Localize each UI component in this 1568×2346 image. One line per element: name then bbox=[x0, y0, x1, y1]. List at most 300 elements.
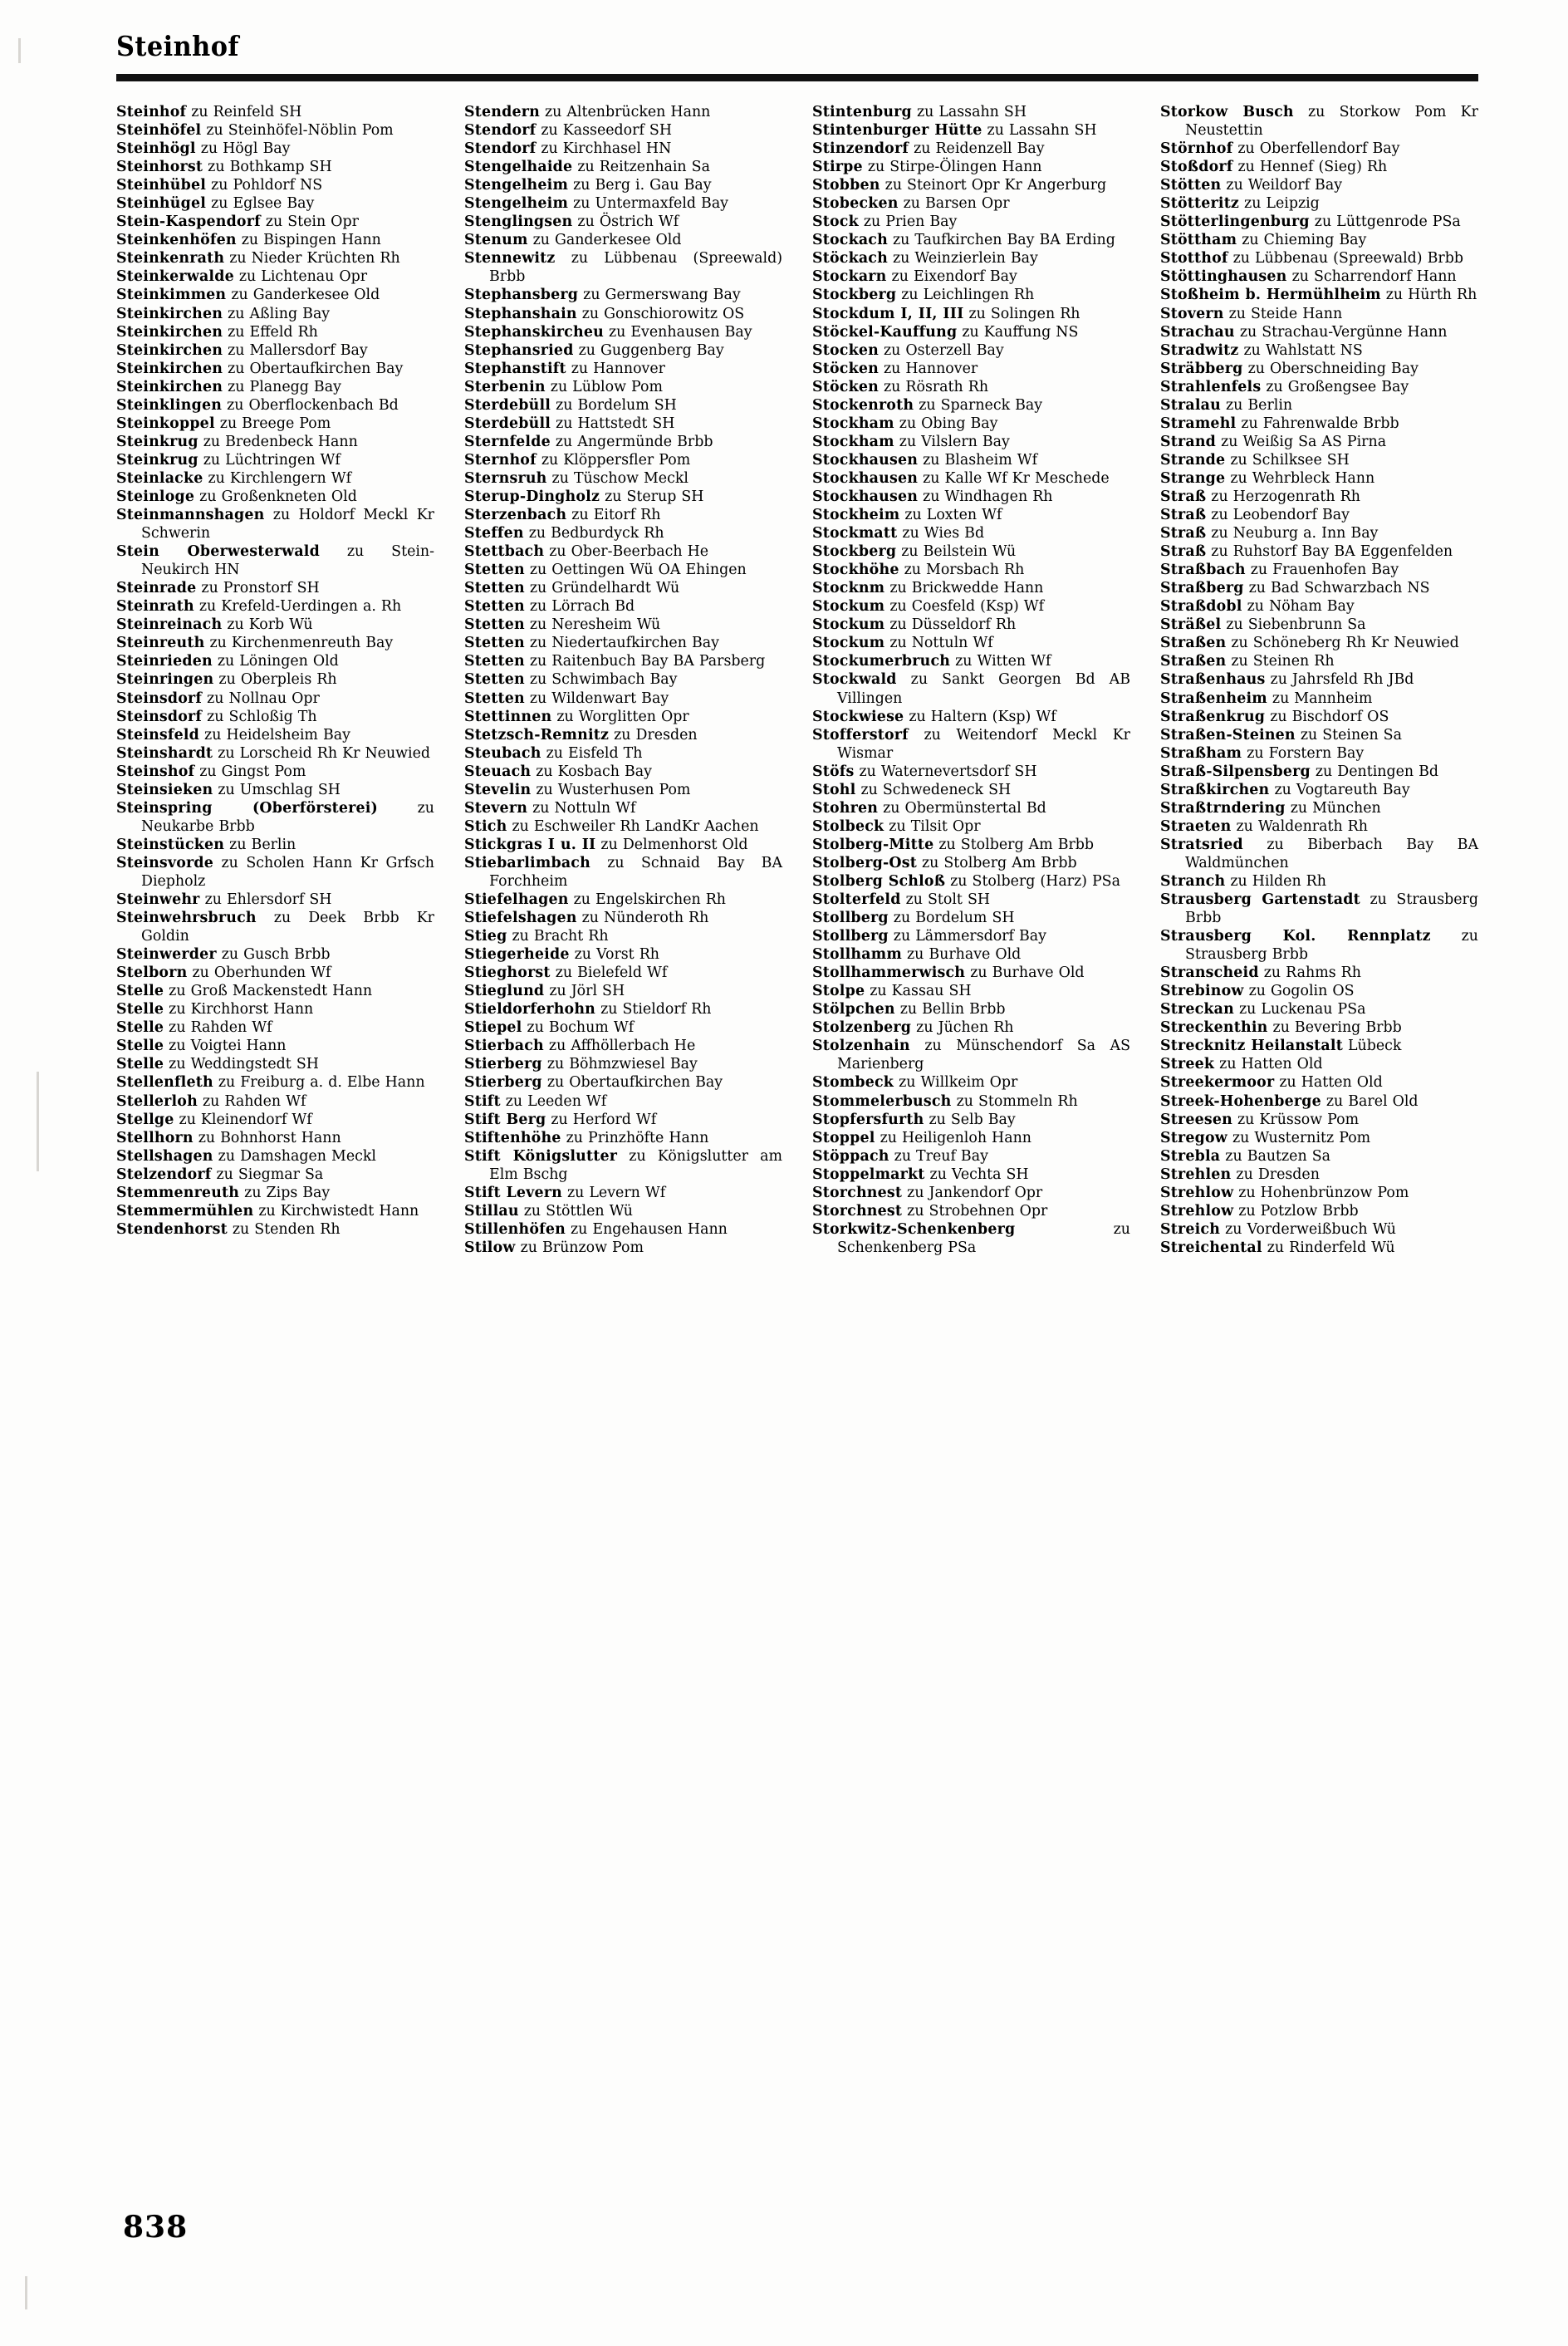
entry-headword: Steinkoppel bbox=[116, 415, 215, 432]
gazetteer-entry bbox=[464, 360, 782, 378]
entry-headword: Stelborn bbox=[116, 964, 188, 982]
gazetteer-entry bbox=[812, 945, 1130, 964]
entry-headword: Stemmermühlen bbox=[116, 1202, 254, 1220]
gazetteer-entry bbox=[116, 360, 434, 378]
gazetteer-entry bbox=[116, 763, 434, 781]
entry-reference: zu Nünderoth Rh bbox=[581, 910, 709, 927]
gazetteer-entry bbox=[1160, 616, 1478, 634]
entry-reference: zu Burhave Old bbox=[906, 946, 1022, 964]
entry-reference: zu Lüttgenrode PSa bbox=[1314, 213, 1461, 231]
entry-headword: Strachau bbox=[1160, 323, 1235, 341]
entry-reference: zu Stolberg Am Brbb bbox=[921, 854, 1077, 871]
entry-headword: Stendorf bbox=[464, 122, 537, 140]
entry-headword: Stockenroth bbox=[812, 396, 914, 414]
entry-headword: Stöcken bbox=[812, 378, 879, 395]
gazetteer-entry bbox=[116, 231, 434, 249]
entry-headword: Stengelheim bbox=[464, 195, 569, 213]
gazetteer-entry bbox=[812, 360, 1130, 378]
entry-headword: Stockham bbox=[812, 433, 894, 450]
entry-headword: Straßen bbox=[1160, 635, 1227, 652]
gazetteer-entry bbox=[116, 103, 434, 121]
entry-headword: Stierberg bbox=[464, 1074, 542, 1092]
entry-reference: zu Bellin Brbb bbox=[899, 1001, 1006, 1018]
entry-headword: Stommelerbusch bbox=[812, 1092, 952, 1110]
entry-headword: Streichental bbox=[1160, 1239, 1262, 1256]
gazetteer-entry bbox=[812, 1000, 1130, 1018]
gazetteer-entry bbox=[812, 121, 1130, 140]
gazetteer-entry bbox=[1160, 267, 1478, 286]
entry-reference: zu Bohnhorst Hann bbox=[198, 1129, 341, 1146]
entry-headword: Stöcken bbox=[812, 360, 879, 377]
entry-headword: Stieglund bbox=[464, 983, 545, 1000]
entry-reference: zu Weinzierlein Bay bbox=[892, 250, 1038, 267]
gazetteer-entry bbox=[464, 726, 782, 744]
entry-reference: zu Rahms Rh bbox=[1263, 964, 1361, 982]
entry-reference: zu Ehlersdorf SH bbox=[204, 891, 332, 909]
page-content bbox=[116, 30, 1478, 2306]
entry-headword: Straßen-Steinen bbox=[1160, 726, 1296, 744]
entry-reference: zu Königslutter am Elm Bschg bbox=[489, 1147, 783, 1183]
entry-reference: zu Germerswang Bay bbox=[583, 287, 741, 304]
entry-reference: zu Waldenrath Rh bbox=[1236, 817, 1368, 835]
entry-headword: Stendern bbox=[464, 104, 540, 120]
entry-headword: Stiebarlimbach bbox=[464, 854, 590, 871]
entry-reference: zu Gogolin OS bbox=[1248, 983, 1355, 1000]
entry-reference: zu Holdorf Meckl Kr Schwerin bbox=[141, 507, 434, 542]
entry-headword: Steinsdorf bbox=[116, 708, 203, 725]
entry-reference: zu Engehausen Hann bbox=[570, 1220, 728, 1238]
entry-reference: zu Sankt Georgen Bd AB Villingen bbox=[837, 671, 1130, 707]
entry-reference: zu Affhöllerbach He bbox=[548, 1038, 696, 1055]
entry-reference: zu Sterup SH bbox=[605, 488, 704, 505]
gazetteer-entry bbox=[464, 927, 782, 945]
gazetteer-entry bbox=[1160, 249, 1478, 267]
entry-headword: Steinkirchen bbox=[116, 360, 223, 377]
gazetteer-entry bbox=[116, 140, 434, 158]
entry-headword: Stöfs bbox=[812, 763, 855, 780]
entry-headword: Steinrieden bbox=[116, 653, 213, 670]
entry-headword: Stellge bbox=[116, 1111, 174, 1128]
gazetteer-entry bbox=[812, 817, 1130, 836]
entry-reference: zu Barel Old bbox=[1325, 1092, 1419, 1110]
gazetteer-entry bbox=[1160, 799, 1478, 817]
entry-headword: Stradwitz bbox=[1160, 341, 1239, 359]
entry-reference: zu Rahden Wf bbox=[169, 1019, 272, 1037]
entry-headword: Stolberg Schloß bbox=[812, 872, 946, 890]
gazetteer-entry bbox=[1160, 1055, 1478, 1073]
scan-edge-artifact-mid bbox=[37, 1072, 39, 1171]
entry-reference: zu Deek Brbb Kr Goldin bbox=[141, 910, 434, 945]
entry-reference: zu Oberpleis Rh bbox=[218, 671, 337, 689]
gazetteer-entry bbox=[1160, 176, 1478, 194]
entry-headword: Stotthof bbox=[1160, 250, 1228, 267]
entry-headword: Stickgras I u. II bbox=[464, 836, 596, 853]
gazetteer-entry bbox=[464, 652, 782, 670]
gazetteer-entry bbox=[812, 341, 1130, 360]
entry-headword: Stintenburg bbox=[812, 104, 912, 120]
entry-headword: Stintenburger Hütte bbox=[812, 122, 982, 140]
entry-headword: Stelle bbox=[116, 983, 164, 1000]
entry-reference: zu Kirchlengern Wf bbox=[208, 469, 352, 487]
entry-reference: zu Obermünstertal Bd bbox=[883, 799, 1046, 817]
entry-reference: zu Planegg Bay bbox=[228, 378, 341, 395]
entry-reference: zu Obertaufkirchen Bay bbox=[546, 1074, 723, 1092]
gazetteer-entry bbox=[116, 1166, 434, 1184]
gazetteer-entry bbox=[464, 891, 782, 909]
entry-headword: Stockberg bbox=[812, 287, 897, 304]
gazetteer-entry bbox=[116, 286, 434, 304]
entry-headword: Stombeck bbox=[812, 1074, 894, 1092]
entry-headword: Stopfersfurth bbox=[812, 1111, 924, 1128]
gazetteer-entry bbox=[116, 1055, 434, 1073]
gazetteer-entry bbox=[1160, 1184, 1478, 1202]
gazetteer-entry bbox=[116, 836, 434, 854]
gazetteer-entry bbox=[812, 433, 1130, 451]
entry-headword: Sternsruh bbox=[464, 469, 547, 487]
entry-reference: zu Obertaufkirchen Bay bbox=[228, 360, 404, 377]
gazetteer-entry bbox=[116, 415, 434, 433]
entry-reference: zu Breege Pom bbox=[219, 415, 331, 432]
entry-headword: Steinhof bbox=[116, 104, 187, 120]
gazetteer-entry bbox=[464, 305, 782, 323]
gazetteer-entry bbox=[812, 670, 1130, 707]
gazetteer-entry bbox=[464, 817, 782, 836]
gazetteer-entry bbox=[464, 488, 782, 506]
entry-headword: Stellhorn bbox=[116, 1129, 194, 1146]
entry-headword: Stolberg-Mitte bbox=[812, 836, 934, 853]
entry-reference: zu Högl Bay bbox=[200, 140, 291, 158]
gazetteer-entry bbox=[812, 213, 1130, 231]
entry-headword: Steinlacke bbox=[116, 469, 203, 487]
gazetteer-entry bbox=[812, 1073, 1130, 1092]
entry-reference: zu Pronstorf SH bbox=[201, 580, 320, 597]
entry-headword: Steinreinach bbox=[116, 616, 223, 634]
entry-reference: zu Worglitten Opr bbox=[556, 708, 689, 725]
gazetteer-entry bbox=[464, 1055, 782, 1073]
entry-reference: zu Oberfellendorf Bay bbox=[1237, 140, 1400, 158]
gazetteer-entry bbox=[116, 469, 434, 488]
entry-headword: Stephanskircheu bbox=[464, 323, 604, 341]
gazetteer-entry bbox=[116, 982, 434, 1000]
entry-headword: Streich bbox=[1160, 1220, 1221, 1238]
entry-headword: Stephansried bbox=[464, 341, 574, 359]
gazetteer-entry bbox=[1160, 670, 1478, 689]
gazetteer-entry bbox=[1160, 231, 1478, 249]
entry-reference: zu Forstern Bay bbox=[1247, 744, 1365, 762]
entry-headword: Strehlow bbox=[1160, 1184, 1234, 1201]
entry-reference: zu Steinen Rh bbox=[1231, 653, 1335, 670]
entry-reference: zu Effeld Rh bbox=[228, 323, 318, 341]
entry-reference: zu Lichtenau Opr bbox=[238, 268, 368, 286]
entry-headword: Stengelhaide bbox=[464, 159, 573, 176]
entry-reference: zu Bispingen Hann bbox=[241, 232, 381, 249]
gazetteer-entry bbox=[116, 213, 434, 231]
gazetteer-entry bbox=[464, 231, 782, 249]
entry-reference: zu Prinzhöfte Hann bbox=[566, 1129, 709, 1146]
entry-reference: zu Stein Opr bbox=[265, 213, 359, 231]
entry-headword: Strehlen bbox=[1160, 1166, 1232, 1183]
entry-reference: zu Hohenbrünzow Pom bbox=[1238, 1184, 1409, 1201]
entry-headword: Stoßdorf bbox=[1160, 159, 1233, 176]
entry-headword: Stennewitz bbox=[464, 250, 556, 267]
gazetteer-entry bbox=[464, 690, 782, 708]
gazetteer-entry bbox=[464, 836, 782, 854]
entry-reference: zu Tilsit Opr bbox=[889, 817, 981, 835]
entry-headword: Stetten bbox=[464, 598, 525, 616]
entry-reference: zu Großenkneten Old bbox=[199, 488, 357, 505]
gazetteer-entry bbox=[464, 1147, 782, 1184]
entry-reference: zu Beilstein Wü bbox=[901, 543, 1017, 561]
entry-headword: Sternfelde bbox=[464, 433, 551, 450]
entry-headword: Stenglingsen bbox=[464, 213, 573, 231]
entry-headword: Stolzenhain bbox=[812, 1038, 910, 1055]
gazetteer-entry bbox=[812, 249, 1130, 267]
entry-headword: Steinhögl bbox=[116, 140, 196, 158]
entry-headword: Stockwiese bbox=[812, 708, 904, 725]
gazetteer-entry bbox=[812, 1147, 1130, 1166]
gazetteer-entry bbox=[116, 1092, 434, 1111]
entry-headword: Strausberg Kol. Rennplatz bbox=[1160, 928, 1431, 945]
gazetteer-entry bbox=[464, 781, 782, 799]
gazetteer-entry bbox=[116, 305, 434, 323]
gazetteer-entry bbox=[464, 378, 782, 396]
entry-reference: zu Kirchwistedt Hann bbox=[258, 1202, 419, 1220]
gazetteer-entry bbox=[812, 616, 1130, 634]
entry-headword: Steinkirchen bbox=[116, 378, 223, 395]
gazetteer-entry bbox=[464, 542, 782, 561]
entry-headword: Straßtrndering bbox=[1160, 799, 1286, 817]
entry-reference: zu Haltern (Ksp) Wf bbox=[909, 708, 1056, 725]
gazetteer-entry bbox=[1160, 763, 1478, 781]
gazetteer-entry bbox=[116, 1220, 434, 1239]
entry-headword: Stockhausen bbox=[812, 451, 919, 469]
gazetteer-entry bbox=[464, 524, 782, 542]
entry-reference: zu Niedertaufkirchen Bay bbox=[529, 635, 719, 652]
entry-reference: zu Bielefeld Wf bbox=[555, 964, 668, 982]
gazetteer-entry bbox=[812, 1092, 1130, 1111]
gazetteer-entry bbox=[1160, 213, 1478, 231]
entry-headword: Storchnest bbox=[812, 1202, 903, 1220]
gazetteer-entry bbox=[116, 378, 434, 396]
gazetteer-entry bbox=[116, 744, 434, 763]
entry-reference: zu Ganderkesee Old bbox=[231, 287, 380, 304]
entry-headword: Streckenthin bbox=[1160, 1019, 1268, 1037]
entry-headword: Straßenhaus bbox=[1160, 671, 1266, 689]
gazetteer-entry bbox=[464, 670, 782, 689]
entry-headword: Steinsieken bbox=[116, 781, 213, 798]
gazetteer-entry bbox=[812, 469, 1130, 488]
entry-headword: Stiefelhagen bbox=[464, 891, 569, 909]
entry-headword: Stiegerheide bbox=[464, 946, 570, 964]
entry-headword: Stiftenhöhe bbox=[464, 1129, 561, 1146]
gazetteer-entry bbox=[464, 1018, 782, 1037]
gazetteer-entry bbox=[812, 140, 1130, 158]
entry-headword: Steinhöfel bbox=[116, 122, 202, 140]
entry-reference: Lübeck bbox=[1347, 1038, 1402, 1055]
entry-reference: zu Damshagen Meckl bbox=[218, 1147, 376, 1165]
entry-headword: Stillau bbox=[464, 1202, 519, 1220]
entry-reference: zu Böhmzwiesel Bay bbox=[546, 1056, 698, 1073]
entry-reference: zu Strachau-Vergünne Hann bbox=[1239, 323, 1448, 341]
entry-reference: zu Lüchtringen Wf bbox=[203, 451, 341, 469]
entry-reference: zu Burhave Old bbox=[970, 964, 1085, 982]
entry-headword: Steinshardt bbox=[116, 744, 213, 762]
gazetteer-entry bbox=[464, 121, 782, 140]
entry-reference: zu Strausberg Brbb bbox=[1185, 891, 1478, 927]
entry-headword: Stetten bbox=[464, 671, 525, 689]
gazetteer-entry bbox=[464, 451, 782, 469]
gazetteer-entry bbox=[812, 909, 1130, 927]
entry-reference: zu Korb Wü bbox=[227, 616, 313, 634]
gazetteer-entry bbox=[812, 396, 1130, 415]
entry-headword: Strehlow bbox=[1160, 1202, 1234, 1220]
gazetteer-entry bbox=[1160, 1018, 1478, 1037]
entry-reference: zu Schwedeneck SH bbox=[860, 781, 1012, 798]
entry-reference: zu Jüchen Rh bbox=[916, 1019, 1014, 1037]
entry-reference: zu Blasheim Wf bbox=[923, 451, 1038, 469]
gazetteer-entry bbox=[464, 1202, 782, 1220]
entry-headword: Stockumerbruch bbox=[812, 653, 951, 670]
entry-headword: Stieg bbox=[464, 928, 507, 945]
column-4 bbox=[1160, 103, 1478, 1257]
gazetteer-entry bbox=[812, 836, 1130, 854]
gazetteer-entry bbox=[812, 158, 1130, 176]
entry-reference: zu Münschendorf Sa AS Marienberg bbox=[837, 1038, 1131, 1073]
gazetteer-entry bbox=[812, 506, 1130, 524]
gazetteer-entry bbox=[812, 964, 1130, 982]
scan-edge-artifact-bottom bbox=[25, 2276, 27, 2309]
column-1 bbox=[116, 103, 434, 1239]
gazetteer-entry bbox=[1160, 341, 1478, 360]
entry-reference: zu Bad Schwarzbach NS bbox=[1248, 580, 1430, 597]
gazetteer-entry bbox=[812, 1037, 1130, 1073]
gazetteer-entry bbox=[812, 799, 1130, 817]
entry-headword: Stöttham bbox=[1160, 232, 1237, 249]
entry-headword: Stoßheim b. Hermühlheim bbox=[1160, 287, 1381, 304]
entry-headword: Straß bbox=[1160, 525, 1207, 542]
gazetteer-entry bbox=[1160, 836, 1478, 872]
gazetteer-entry bbox=[1160, 1073, 1478, 1092]
gazetteer-entry bbox=[812, 579, 1130, 597]
entry-reference: zu Jahrsfeld Rh JBd bbox=[1270, 671, 1414, 689]
gazetteer-entry bbox=[116, 1111, 434, 1129]
gazetteer-entry bbox=[116, 267, 434, 286]
gazetteer-entry bbox=[1160, 597, 1478, 616]
gazetteer-entry bbox=[1160, 469, 1478, 488]
gazetteer-entry bbox=[116, 323, 434, 341]
entry-headword: Stockberg bbox=[812, 543, 897, 561]
gazetteer-entry bbox=[812, 286, 1130, 304]
gazetteer-entry bbox=[116, 433, 434, 451]
entry-headword: Stillenhöfen bbox=[464, 1220, 566, 1238]
gazetteer-entry bbox=[1160, 1147, 1478, 1166]
gazetteer-entry bbox=[464, 634, 782, 652]
entry-reference: zu Storkow Pom Kr Neustettin bbox=[1185, 104, 1478, 140]
entry-headword: Streekermoor bbox=[1160, 1074, 1275, 1092]
entry-reference: zu Treuf Bay bbox=[894, 1147, 988, 1165]
entry-headword: Storkwitz-Schenkenberg bbox=[812, 1220, 1016, 1238]
entry-reference: zu Schilksee SH bbox=[1230, 451, 1350, 469]
gazetteer-entry bbox=[116, 488, 434, 506]
entry-reference: zu Leichlingen Rh bbox=[901, 287, 1035, 304]
entry-reference: zu Brünzow Pom bbox=[520, 1239, 644, 1256]
entry-reference: zu Siegmar Sa bbox=[216, 1166, 324, 1183]
entry-reference: zu Wusternitz Pom bbox=[1232, 1129, 1371, 1146]
entry-reference: zu Weildorf Bay bbox=[1226, 177, 1343, 194]
entry-reference: zu Bevering Brbb bbox=[1272, 1019, 1402, 1037]
entry-headword: Stelle bbox=[116, 1001, 164, 1018]
entry-headword: Stellshagen bbox=[116, 1147, 213, 1165]
gazetteer-entry bbox=[1160, 561, 1478, 579]
entry-reference: zu Stenden Rh bbox=[232, 1220, 341, 1238]
header-rule bbox=[116, 74, 1478, 81]
gazetteer-entry bbox=[812, 891, 1130, 909]
entry-headword: Stoppelmarkt bbox=[812, 1166, 925, 1183]
gazetteer-entry bbox=[1160, 524, 1478, 542]
entry-reference: zu Kassau SH bbox=[870, 983, 972, 1000]
entry-headword: Stockarn bbox=[812, 268, 887, 286]
gazetteer-entry bbox=[464, 708, 782, 726]
entry-reference: zu Lassahn SH bbox=[987, 122, 1097, 140]
entry-headword: Stratsried bbox=[1160, 836, 1243, 853]
entry-reference: zu Weitendorf Meckl Kr Wismar bbox=[837, 726, 1131, 762]
gazetteer-entry bbox=[464, 1239, 782, 1257]
gazetteer-entry bbox=[1160, 726, 1478, 744]
entry-headword: Stollhamm bbox=[812, 946, 902, 964]
gazetteer-entry bbox=[812, 305, 1130, 323]
gazetteer-entry bbox=[116, 451, 434, 469]
entry-reference: zu Oberhunden Wf bbox=[192, 964, 331, 982]
gazetteer-entry bbox=[812, 524, 1130, 542]
gazetteer-entry bbox=[116, 1147, 434, 1166]
entry-headword: Stölpchen bbox=[812, 1001, 895, 1018]
entry-headword: Steinkrug bbox=[116, 433, 198, 450]
entry-headword: Strebinow bbox=[1160, 983, 1244, 1000]
entry-headword: Stregow bbox=[1160, 1129, 1227, 1146]
entry-headword: Strecknitz Heilanstalt bbox=[1160, 1038, 1343, 1055]
gazetteer-entry bbox=[464, 103, 782, 121]
entry-reference: zu Kauffung NS bbox=[962, 323, 1079, 341]
gazetteer-entry bbox=[1160, 415, 1478, 433]
entry-headword: Stockhausen bbox=[812, 469, 919, 487]
entry-headword: Stötteritz bbox=[1160, 195, 1239, 213]
gazetteer-entry bbox=[812, 634, 1130, 652]
entry-headword: Stofferstorf bbox=[812, 726, 909, 744]
entry-headword: Steinkenrath bbox=[116, 250, 225, 267]
entry-headword: Straßham bbox=[1160, 744, 1242, 762]
entry-headword: Stolberg-Ost bbox=[812, 854, 917, 871]
entry-reference: zu Herford Wf bbox=[551, 1111, 657, 1128]
entry-reference: zu Nöham Bay bbox=[1247, 598, 1355, 616]
gazetteer-entry bbox=[1160, 579, 1478, 597]
entry-reference: zu Witten Wf bbox=[955, 653, 1051, 670]
gazetteer-entry bbox=[464, 140, 782, 158]
entry-headword: Straßberg bbox=[1160, 580, 1244, 597]
gazetteer-entry bbox=[1160, 433, 1478, 451]
gazetteer-entry bbox=[116, 1037, 434, 1055]
entry-reference: zu Schnaid Bay BA Forchheim bbox=[489, 854, 783, 890]
gazetteer-entry bbox=[116, 121, 434, 140]
gazetteer-entry bbox=[812, 451, 1130, 469]
gazetteer-entry bbox=[812, 1202, 1130, 1220]
entry-headword: Stockum bbox=[812, 635, 885, 652]
entry-reference: zu Fahrenwalde Brbb bbox=[1241, 415, 1399, 432]
gazetteer-entry bbox=[812, 982, 1130, 1000]
entry-reference: zu Bochum Wf bbox=[527, 1019, 635, 1037]
entry-headword: Strebla bbox=[1160, 1147, 1221, 1165]
entry-reference: zu Lorscheid Rh Kr Neuwied bbox=[218, 744, 431, 762]
entry-headword: Steinreuth bbox=[116, 635, 205, 652]
